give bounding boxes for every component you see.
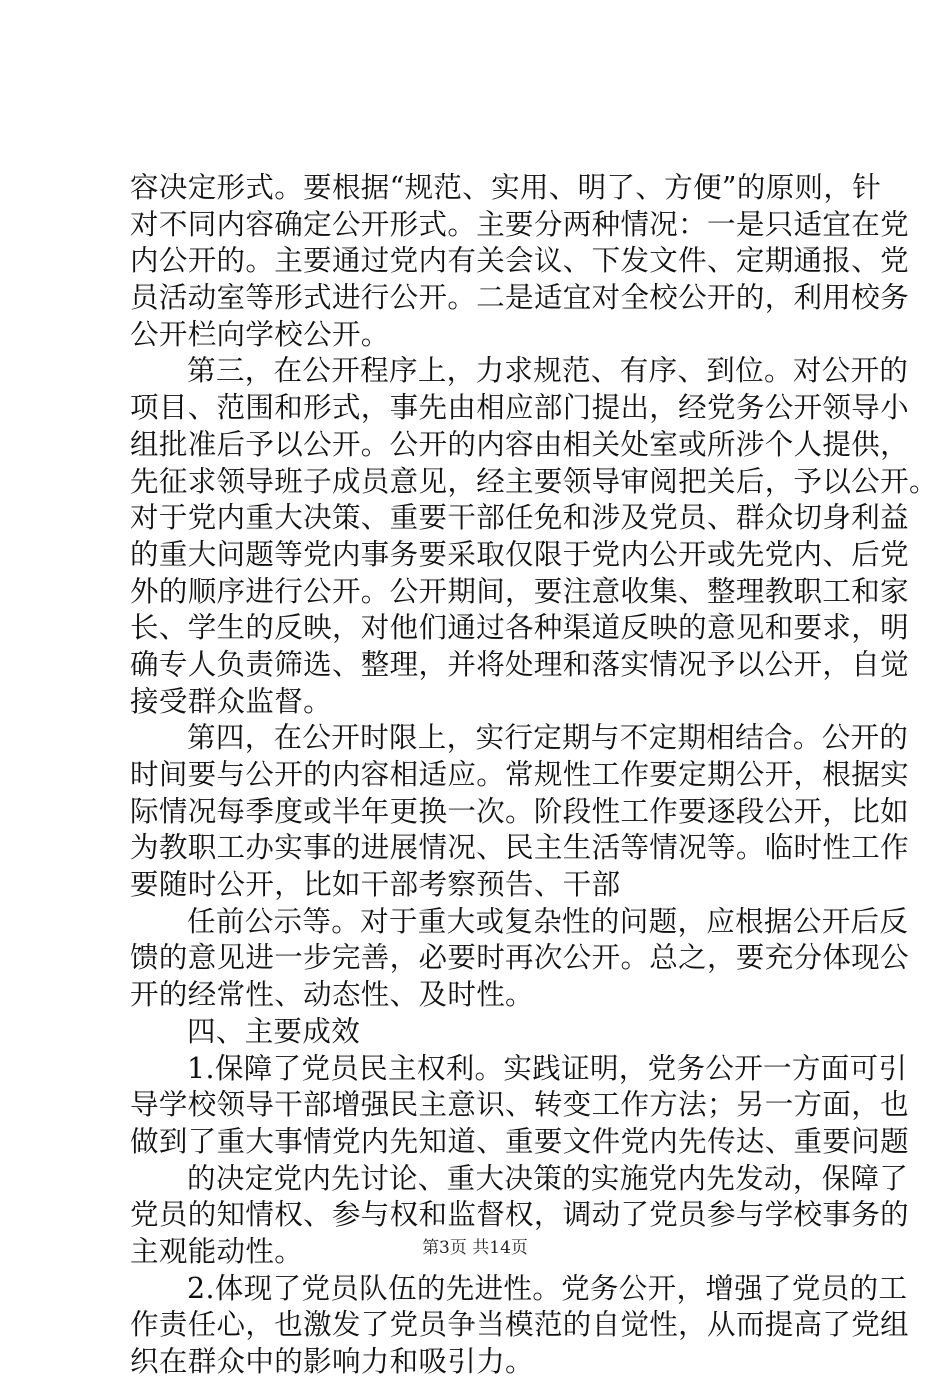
- text-line: 四、主要成效: [187, 1014, 361, 1048]
- text-line: 2.体现了党员队伍的先进性。党务公开，增强了党员的工: [187, 1271, 908, 1305]
- text-line: 导学校领导干部增强民主意识、转变工作方法；另一方面，也: [130, 1088, 909, 1122]
- text-line: 员活动室等形式进行公开。二是适宜对全校公开的，利用校务: [130, 281, 909, 315]
- text-line: 组批准后予以公开。公开的内容由相关处室或所涉个人提供，: [130, 427, 909, 461]
- page-footer: 第3页 共14页: [422, 1238, 528, 1258]
- text-line: 容决定形式。要根据“规范、实用、明了、方便”的原则，针: [130, 171, 882, 204]
- text-line: 作责任心，也激发了党员争当模范的自觉性，从而提高了党组: [130, 1308, 909, 1342]
- text-line: 馈的意见进一步完善，必要时再次公开。总之，要充分体现公: [130, 941, 909, 975]
- text-line: 党员的知情权、参与权和监督权，调动了党员参与学校事务的: [130, 1198, 909, 1232]
- text-line: 长、学生的反映，对他们通过各种渠道反映的意见和要求，明: [130, 611, 909, 645]
- text-line: 先征求领导班子成员意见，经主要领导审阅把关后，予以公开。: [130, 464, 938, 498]
- text-line: 主观能动性。: [130, 1234, 304, 1268]
- text-line: 接受群众监督。: [130, 684, 332, 718]
- text-line: 开的经常性、动态性、及时性。: [130, 978, 534, 1012]
- text-line: 时间要与公开的内容相适应。常规性工作要定期公开，根据实: [130, 758, 909, 791]
- text-line: 为教职工办实事的进展情况、民主生活等情况等。临时性工作: [130, 831, 909, 865]
- document-body: [130, 170, 938, 1381]
- text-line: 对于党内重大决策、重要干部任免和涉及党员、群众切身利益: [130, 501, 909, 535]
- text-line: 外的顺序进行公开。公开期间，要注意收集、整理教职工和家: [130, 574, 909, 608]
- text-line: 公开栏向学校公开。: [130, 317, 390, 351]
- text-line: 的决定党内先讨论、重大决策的实施党内先发动，保障了: [187, 1161, 909, 1195]
- text-line: 项目、范围和形式，事先由相应部门提出，经党务公开领导小: [130, 391, 909, 425]
- text-line: 织在群众中的影响力和吸引力。: [130, 1345, 534, 1378]
- text-line: 内公开的。主要通过党内有关会议、下发文件、定期通报、党: [130, 244, 909, 278]
- text-line: 做到了重大事情党内先知道、重要文件党内先传达、重要问题: [130, 1124, 909, 1158]
- text-line: 1.保障了党员民主权利。实践证明，党务公开一方面可引: [187, 1051, 908, 1085]
- text-line: 要随时公开，比如干部考察预告、干部: [130, 868, 621, 902]
- text-line: 第三，在公开程序上，力求规范、有序、到位。对公开的: [187, 354, 909, 388]
- text-line: 际情况每季度或半年更换一次。阶段性工作要逐段公开，比如: [130, 794, 909, 828]
- text-line: 对不同内容确定公开形式。主要分两种情况：一是只适宜在党: [130, 207, 909, 241]
- text-line: 确专人负责筛选、整理，并将处理和落实情况予以公开，自觉: [130, 647, 909, 681]
- text-line: 的重大问题等党内事务要采取仅限于党内公开或先党内、后党: [130, 537, 909, 571]
- text-line: 第四，在公开时限上，实行定期与不定期相结合。公开的: [187, 721, 909, 755]
- text-line: 任前公示等。对于重大或复杂性的问题，应根据公开后反: [187, 904, 909, 938]
